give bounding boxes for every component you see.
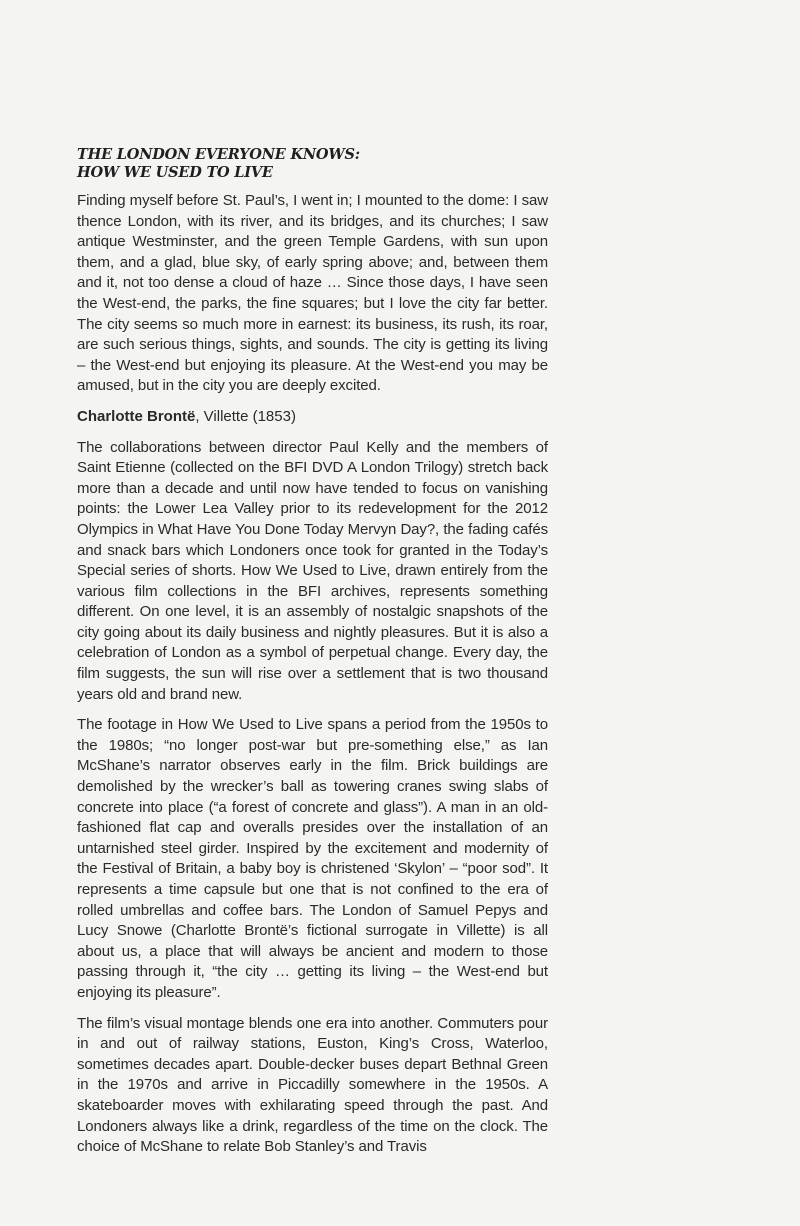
- article: [77, 146, 548, 1168]
- body-paragraph-2: The footage in How We Used to Live spans a period from the 1950s to the 1980s; “no longer post-war but pre-something else,” as Ian McShane’s narrator observes early in the film. Brick buildings are demolished by the wrecker’s ball as towering cranes swing slabs of concrete into place (“a forest of concrete and glass”). A man in an old-fashioned flat cap and overalls presides over the installation of an untarnished steel girder. Inspired by the excitement and modernity of the Festival of Britain, a baby boy is christened ‘Skylon’ – “poor sod”. It represents a time capsule but one that is not confined to the era of rolled umbrellas and coffee bars. The London of Samuel Pepys and Lucy Snowe (Charlotte Brontë’s fictional surrogate in Villette) is all about us, a place that will always be ancient and modern to those passing through it, “the city … getting its living – the West-end but enjoying its pleasure”.: [77, 716, 548, 1001]
- attribution-author: Charlotte Brontë: [77, 407, 196, 425]
- epigraph-attribution: [77, 407, 548, 428]
- heading-line-2: HOW WE USED TO LIVE: [77, 163, 273, 181]
- body-paragraph-1: The collaborations between director Paul Kelly and the members of Saint Etienne (collected on the BFI DVD A London Trilogy) stretch back more than a decade and until now have tended to focus on vanishing points: the Lower Lea Valley prior to its redevelopment for the 2012 Olympics in What Have You Done Today Mervyn Day?, the fading cafés and snack bars which Londoners once took for granted in the Today’s Special series of shorts. How We Used to Live, drawn entirely from the various film collections in the BFI archives, represents something different. On one level, it is an assembly of nostalgic snapshots of the city going about its daily business and nightly pleasures. But it is also a celebration of London as a symbol of perpetual change. Every day, the film suggests, the sun will rise over a settlement that is two thousand years old and brand new.: [77, 438, 548, 703]
- epigraph-quote: Finding myself before St. Paul’s, I went in; I mounted to the dome: I saw thence London, with its river, and its bridges, and its churches; I saw antique Westminster, and the green Temple Gardens, with sun upon them, and a glad, blue sky, of early spring above; and, between them and it, not too dense a cloud of haze … Since those days, I have seen the West-end, the parks, the fine squares; but I love the city far better. The city seems so much more in earnest: its business, its rush, its roar, are such serious things, sights, and sounds. The city is getting its living – the West-end but enjoying its pleasure. At the West-end you may be amused, but in the city you are deeply excited.: [77, 192, 548, 395]
- body-paragraph-3: The film’s visual montage blends one era into another. Commuters pour in and out of railway stations, Euston, King’s Cross, Waterloo, sometimes decades apart. Double-decker buses depart Bethnal Green in the 1970s and arrive in Piccadilly somewhere in the 1950s. A skateboarder moves with exhilarating speed through the past. And Londoners always like a drink, regardless of the time on the clock. The choice of McShane to relate Bob Stanley’s and Travis: [77, 1014, 548, 1156]
- attribution-work: , Villette (1853): [195, 407, 296, 425]
- article-heading: [77, 146, 548, 181]
- heading-line-1: THE LONDON EVERYONE KNOWS:: [77, 146, 360, 163]
